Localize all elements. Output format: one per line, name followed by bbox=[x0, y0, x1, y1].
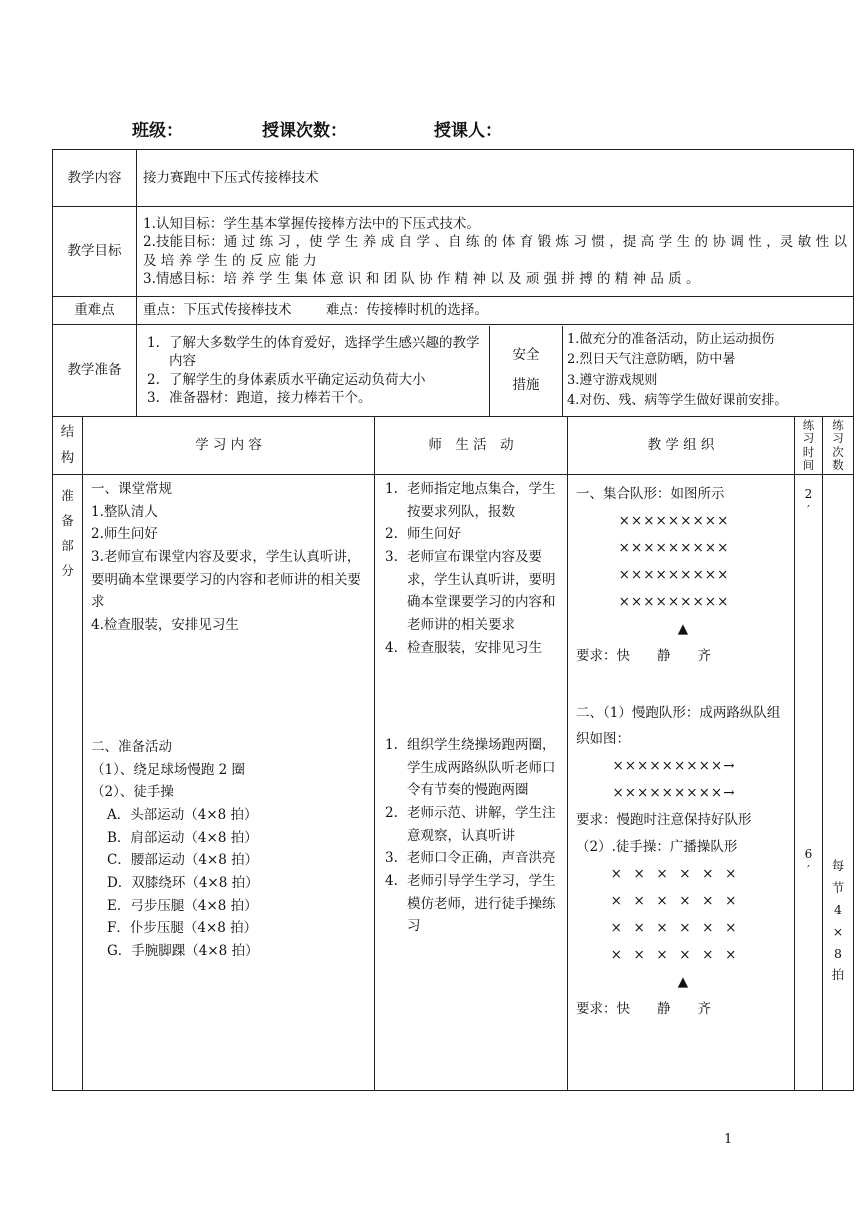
goal-line: 2.技能目标：通 过 练 习 ，使 学 生 养 成 自 学 、自 练 的 体 育 锻 炼 习 惯 ，提 高 学 生 的 协 调 性 ，灵 敏 性 以 及 培 养 学 生 的 反 应 能 力 bbox=[143, 234, 848, 269]
study-part1: 一、课堂常规 1.整队清人 2.师生问好 3.老师宣布课堂内容及要求，学生认真听讲，要明确本堂课要学习的内容和老师讲的相关要求 4.检查服装，安排见习生 bbox=[91, 481, 361, 634]
goals-text bbox=[137, 207, 854, 297]
prep-item: 1. 了解大多数学生的体育爱好，选择学生感兴趣的教学内容 bbox=[147, 335, 480, 370]
formation-row: ××××××××× bbox=[618, 513, 730, 529]
formation-row: ××××××××× bbox=[618, 567, 730, 583]
count-content: 每 节 4 × 8 拍 bbox=[823, 475, 854, 1091]
org-requirement-2: 要求：慢跑时注意保持好队形 bbox=[576, 811, 752, 828]
session-label: 授课次数： bbox=[262, 121, 347, 141]
organize-header: 教 学 组 织 bbox=[568, 417, 795, 475]
activity-item: 3. 老师宣布课堂内容及要求，学生认真听讲，要明确本堂课要学习的内容和老师讲的相关要求 bbox=[385, 549, 556, 634]
safety-item: 2.烈日天气注意防晒，防中暑 bbox=[567, 352, 736, 368]
time-content: 2 ′ 6 ′ bbox=[795, 475, 823, 1091]
activity-item: 1. 老师指定地点集合，学生按要求列队，报数 bbox=[385, 481, 556, 520]
content-row bbox=[53, 150, 854, 207]
time-header: 练 习 时 间 bbox=[795, 417, 823, 475]
goals-label: 教学目标 bbox=[53, 207, 137, 297]
organize-content bbox=[568, 475, 795, 1091]
teacher-marker: ▲ bbox=[677, 973, 689, 990]
prep-item: 2. 了解学生的身体素质水平确定运动负荷大小 bbox=[147, 371, 426, 388]
safety-item: 3.遵守游戏规则 bbox=[567, 372, 658, 388]
page-number: 1 bbox=[724, 1132, 733, 1147]
activity-item: 4. 检查服装，安排见习生 bbox=[385, 639, 542, 656]
formation-row: × × × × × × bbox=[610, 919, 738, 936]
content-label: 教学内容 bbox=[53, 150, 137, 207]
prep-item: 3. 准备器材：跑道，接力棒若干个。 bbox=[147, 389, 372, 406]
goal-line: 3.情感目标：培 养 学 生 集 体 意 识 和 团 队 协 作 精 神 以 及 顽 强 拼 搏 的 精 神 品 质 。 bbox=[143, 270, 700, 287]
activity-list-1 bbox=[379, 478, 563, 734]
activity-item: 2. 师生问好 bbox=[385, 526, 461, 543]
class-label: 班级： bbox=[132, 121, 183, 141]
formation-row: × × × × × × bbox=[610, 865, 738, 882]
difficulty-label: 重难点 bbox=[53, 297, 137, 325]
org-title-1: 一、集合队形：如图所示 bbox=[576, 486, 725, 502]
goals-row bbox=[53, 207, 854, 297]
formation-row: ××××××××× bbox=[618, 540, 730, 556]
activity-list-2 bbox=[379, 734, 563, 938]
study-part2: 二、准备活动 （1）、绕足球场慢跑 2 圈 （2）、徒手操 A．头部运动（4×8 拍） B．肩部运动（4×8 拍） C．腰部运动（4×8 拍） D．双膝绕环（4×8 拍） E．弓步压腿（4×8 拍） F．仆步压腿（4×8 拍） G．手腕脚踝（4×8 拍） bbox=[91, 739, 259, 960]
formation-row: ×××××××××→ bbox=[612, 784, 736, 801]
activity-item: 2. 老师示范、讲解，学生注意观察，认真听讲 bbox=[385, 805, 556, 844]
activity-header: 师 生 活 动 bbox=[375, 417, 568, 475]
lesson-plan-table bbox=[52, 149, 854, 1091]
content-value: 接力赛跑中下压式传接棒技术 bbox=[137, 150, 854, 207]
section-label: 准 备 部 分 bbox=[53, 475, 83, 1091]
goal-line: 1.认知目标：学生基本掌握传接棒方法中的下压式技术。 bbox=[143, 216, 480, 233]
prep-list-cell bbox=[137, 326, 490, 416]
safety-item: 4.对伤、残、病等学生做好课前安排。 bbox=[567, 392, 788, 408]
teacher-label: 授课人： bbox=[434, 121, 502, 141]
org-title-3: （2）.徒手操：广播操队形 bbox=[576, 838, 738, 855]
org-requirement-1: 要求：快 静 齐 bbox=[576, 648, 711, 664]
activity-item: 3. 老师口令正确，声音洪亮 bbox=[385, 850, 556, 867]
count-header: 练 习 次 数 bbox=[823, 417, 854, 475]
formation-row: × × × × × × bbox=[610, 946, 738, 963]
teacher-marker: ▲ bbox=[677, 621, 689, 637]
formation-row: ×××××××××→ bbox=[612, 757, 736, 774]
safety-list bbox=[563, 326, 854, 416]
formation-row: × × × × × × bbox=[610, 892, 738, 909]
prep-cell bbox=[137, 325, 854, 417]
study-header: 学 习 内 容 bbox=[83, 417, 375, 475]
header-line bbox=[0, 116, 860, 142]
prep-label: 教学准备 bbox=[53, 325, 137, 417]
activity-content bbox=[375, 475, 568, 1091]
difficulty-value: 重点：下压式传接棒技术 难点：传接棒时机的选择。 bbox=[137, 297, 854, 325]
prep-section-row bbox=[53, 475, 854, 1091]
structure-header: 结 构 bbox=[53, 417, 83, 475]
safety-item: 1.做充分的准备活动，防止运动损伤 bbox=[567, 332, 775, 348]
study-content bbox=[83, 475, 375, 1091]
activity-item: 4. 老师引导学生学习，学生模仿老师，进行徒手操练习 bbox=[385, 873, 556, 935]
prep-inner-table bbox=[137, 326, 853, 416]
column-header-row bbox=[53, 417, 854, 475]
org-requirement-3: 要求：快 静 齐 bbox=[576, 1000, 711, 1017]
safety-label: 安全 措施 bbox=[490, 326, 563, 416]
org-title-2: 二、（1）慢跑队形：成两路纵队组织如图： bbox=[576, 705, 781, 748]
difficulty-row bbox=[53, 297, 854, 325]
prep-row bbox=[53, 325, 854, 417]
activity-item: 1. 组织学生绕操场跑两圈，学生成两路纵队听老师口令有节奏的慢跑两圈 bbox=[385, 737, 556, 799]
formation-row: ××××××××× bbox=[618, 594, 730, 610]
prep-list bbox=[141, 334, 485, 407]
